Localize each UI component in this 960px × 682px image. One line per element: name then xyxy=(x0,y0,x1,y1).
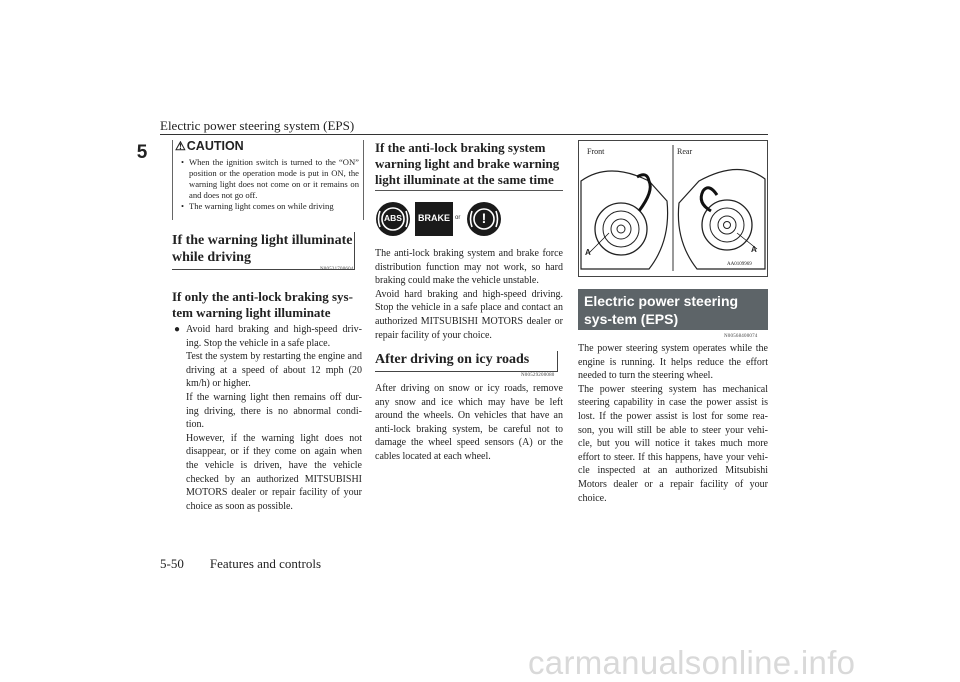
heading-text: If the anti-lock braking system warning light and brake warning light illuminate at the same time xyxy=(375,140,560,187)
wheel-sensor-figure xyxy=(578,140,768,277)
or-label: or xyxy=(455,215,461,221)
brake-label: BRAKE xyxy=(417,213,450,223)
bullet-text: Avoid hard braking and high-speed driv-ing. Stop the vehicle in a safe place. xyxy=(186,324,362,349)
marker-a-front: A xyxy=(585,248,591,257)
caution-list xyxy=(183,157,359,212)
col3-body xyxy=(578,342,768,505)
caution-header xyxy=(175,139,244,153)
col1-body xyxy=(172,323,362,513)
paragraph: However, if the warning light does not disappear, or if they come on again when the vehicle is driven, have the vehicle checked by an authorized MITSUBISHI MOTORS dealer or repair facility of your choice as soon as possible. xyxy=(186,432,362,512)
paragraph: The power steering system has mechanical steering capability in case the power assist is lost. If the power assist is lost for some rea-son, you will still be able to steer your vehi-cle, but you will notice it takes much more effort to steer. If this happens, have your vehi-cle inspected at an authorized Mitsubishi Motors dealer or a repair facility of your choice. xyxy=(578,383,768,504)
heading-warning-light-while-driving xyxy=(172,232,355,270)
exclaim-label: ! xyxy=(481,210,487,226)
paragraph: The anti-lock braking system and brake force distribution function may not work, so hard braking could make the vehicle unstable. xyxy=(375,248,563,287)
brake-exclamation-icon xyxy=(467,202,501,236)
wheel-illustration xyxy=(579,141,767,276)
abs-label: ABS xyxy=(384,213,402,223)
col2-body-top xyxy=(375,247,563,342)
paragraph: Avoid hard braking and high-speed driving. Stop the vehicle in a safe place and contact an authorized MITSUBISHI MOTORS dealer or repair facility of your choice. xyxy=(375,288,563,341)
col2-body-bottom xyxy=(375,382,563,464)
caution-label: CAUTION xyxy=(186,139,244,153)
chapter-tab: 5 xyxy=(136,142,148,163)
abs-warning-icon xyxy=(376,202,410,236)
bullet-dot-icon: ● xyxy=(174,324,181,335)
front-label: Front xyxy=(587,147,605,156)
page-number: 5-50 xyxy=(160,556,184,571)
heading-text: After driving on icy roads xyxy=(375,352,530,367)
bullet-item xyxy=(172,323,362,350)
page-header-title: Electric power steering system (EPS) xyxy=(160,118,355,133)
subheading-text: If only the anti-lock braking sys-tem warning light illuminate xyxy=(172,289,353,320)
caution-box xyxy=(172,140,364,220)
page-footer xyxy=(160,556,321,572)
heading-text: Electric power steering sys-tem (EPS) xyxy=(584,293,739,327)
brake-warning-icon xyxy=(415,202,453,236)
paragraph: The power steering system operates while the engine is running. It helps reduce the effort needed to turn the steering wheel. xyxy=(578,343,768,382)
warning-lamp-icons xyxy=(375,200,505,240)
subheading-abs-only xyxy=(172,289,362,321)
heading-text: If the warning light illuminate while driving xyxy=(172,233,353,265)
section-code: N00568400074 xyxy=(724,334,758,339)
marker-a-rear: A xyxy=(751,245,757,254)
paragraph: Test the system by restarting the engine and driving at a speed of about 12 mph (20 km/h) or higher. xyxy=(186,351,362,390)
rear-label: Rear xyxy=(677,147,693,156)
caution-item: • The warning light comes on while driving xyxy=(183,201,359,212)
heading-eps xyxy=(578,289,768,330)
figure-code: AA0109969 xyxy=(727,262,752,267)
paragraph: If the warning light then remains off dur-ing driving, there is no abnormal condi-tion. xyxy=(186,391,362,431)
header-rule xyxy=(160,134,768,135)
heading-rule xyxy=(375,190,563,191)
caution-item: • When the ignition switch is turned to the “ON” position or the operation mode is put in ON, the warning light does not come on or it remains on and does not go off. xyxy=(183,157,359,201)
heading-abs-and-brake xyxy=(375,140,563,188)
paragraph: After driving on snow or icy roads, remove any snow and ice which may have be left around the wheels. On vehicles that have an anti-lock braking system, be careful not to damage the wheel speed sensors (A) or the cables located at each wheel. xyxy=(375,383,563,462)
section-code: N00531700604 xyxy=(320,267,354,272)
section-code: N00529200080 xyxy=(521,373,555,378)
warning-triangle-icon: ⚠ xyxy=(175,139,186,153)
footer-section: Features and controls xyxy=(209,556,322,571)
heading-after-icy-roads xyxy=(375,351,558,372)
watermark: carmanualsonline.info xyxy=(528,644,856,681)
